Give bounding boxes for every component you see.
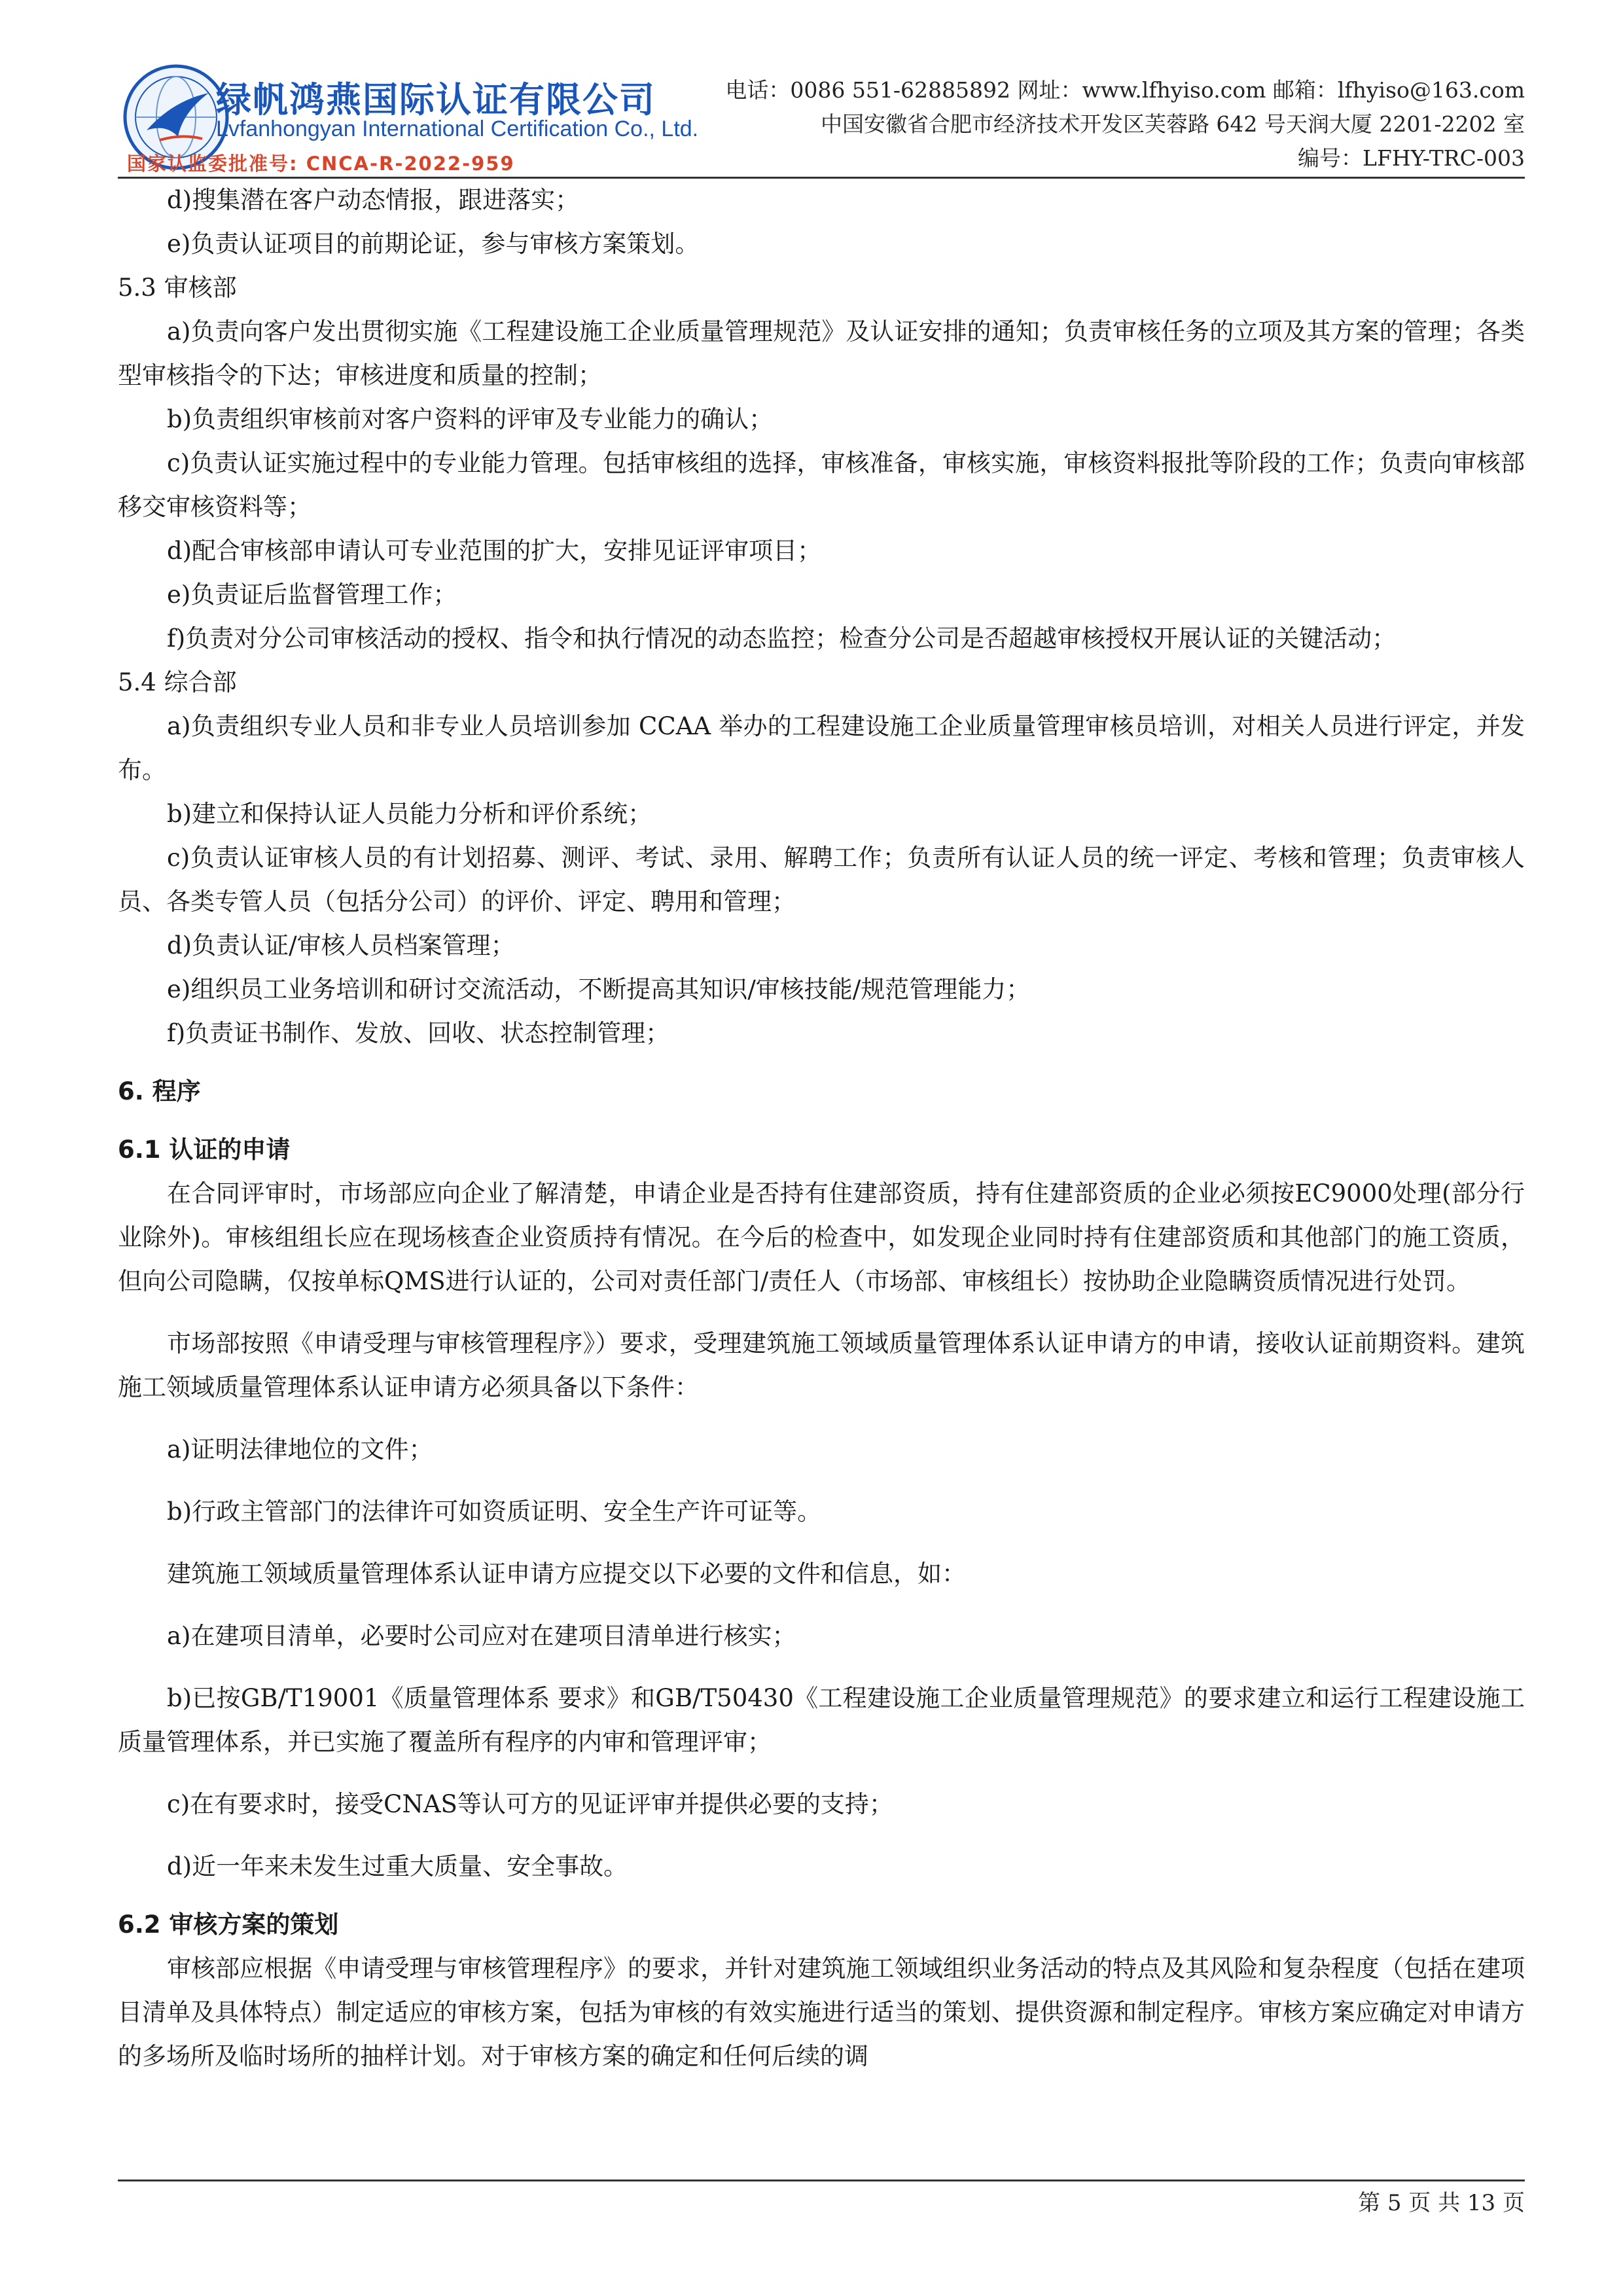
- s61-condition-a: a)证明法律地位的文件；: [167, 1435, 433, 1463]
- s53-item-e: e)负责证后监督管理工作；: [167, 581, 457, 609]
- s53-item-c: c)负责认证实施过程中的专业能力管理。包括审核组的选择，审核准备，审核实施，审核资料报批等阶段的工作；负责向审核部移交审核资料等；: [118, 449, 1525, 521]
- footer-divider: [118, 2179, 1525, 2181]
- s53-item-b: b)负责组织审核前对客户资料的评审及专业能力的确认；: [167, 405, 774, 433]
- s53-item-d: d)配合审核部申请认可专业范围的扩大，安排见证评审项目；: [167, 537, 822, 565]
- document-body: [118, 178, 1525, 2078]
- page-header: [118, 59, 1525, 180]
- s54-item-f: f)负责证书制作、发放、回收、状态控制管理；: [167, 1019, 670, 1047]
- s61-document-b: b)已按GB/T19001《质量管理体系 要求》和GB/T50430《工程建设施工企业质量管理规范》的要求建立和运行工程建设施工质量管理体系，并已实施了覆盖所有程序的内审和管理评审；: [118, 1684, 1525, 1756]
- s61-document-c: c)在有要求时，接受CNAS等认可方的见证评审并提供必要的支持；: [167, 1790, 893, 1818]
- section-6-1-title: 6.1 认证的申请: [118, 1136, 291, 1164]
- s54-item-d: d)负责认证/审核人员档案管理；: [167, 931, 515, 960]
- s61-paragraph-1: 在合同评审时，市场部应向企业了解清楚，申请企业是否持有住建部资质，持有住建部资质的企业必须按EC9000处理(部分行业除外)。审核组组长应在现场核查企业资质持有情况。在今后的检查中，如发现企业同时持有住建部资质和其他部门的施工资质，但向公司隐瞒，仅按单标QMS进行认证的，公司对责任部门/责任人（市场部、审核组长）按协助企业隐瞒资质情况进行处罚。: [118, 1179, 1525, 1295]
- s61-paragraph-3: 建筑施工领域质量管理体系认证申请方应提交以下必要的文件和信息，如：: [167, 1560, 966, 1588]
- document-number: 编号：LFHY-TRC-003: [1298, 145, 1525, 171]
- s54-item-a: a)负责组织专业人员和非专业人员培训参加 CCAA 举办的工程建设施工企业质量管理审核员培训，对相关人员进行评定，并发布。: [118, 712, 1525, 784]
- s61-document-d: d)近一年来未发生过重大质量、安全事故。: [167, 1852, 628, 1880]
- s62-paragraph-1: 审核部应根据《申请受理与审核管理程序》的要求，并针对建筑施工领域组织业务活动的特点及其风险和复杂程度（包括在建项目清单及具体特点）制定适应的审核方案，包括为审核的有效实施进行适当的策划、提供资源和制定程序。审核方案应确定对申请方的多场所及临时场所的抽样计划。对于审核方案的确定和任何后续的调: [118, 1954, 1525, 2070]
- s61-condition-b: b)行政主管部门的法律许可如资质证明、安全生产许可证等。: [167, 1498, 822, 1526]
- s54-item-c: c)负责认证审核人员的有计划招募、测评、考试、录用、解聘工作；负责所有认证人员的统一评定、考核和管理；负责审核人员、各类专管人员（包括分公司）的评价、评定、聘用和管理；: [118, 844, 1525, 916]
- contact-block: [725, 73, 1525, 175]
- section-6-2-title: 6.2 审核方案的策划: [118, 1910, 339, 1939]
- s61-document-a: a)在建项目清单，必要时公司应对在建项目清单进行核实；: [167, 1622, 796, 1650]
- s53-item-f: f)负责对分公司审核活动的授权、指令和执行情况的动态监控；检查分公司是否超越审核授权开展认证的关键活动；: [167, 624, 1397, 653]
- s54-item-b: b)建立和保持认证人员能力分析和评价系统；: [167, 800, 652, 828]
- address-line: 中国安徽省合肥市经济技术开发区芙蓉路 642 号天润大厦 2201-2202 室: [820, 111, 1525, 137]
- section-5-4-title: 5.4 综合部: [118, 668, 237, 696]
- s52-item-e: e)负责认证项目的前期论证，参与审核方案策划。: [167, 230, 700, 258]
- company-name-en: Lvfanhongyan International Certification Co., Ltd.: [216, 117, 699, 141]
- s61-paragraph-2: 市场部按照《申请受理与审核管理程序》）要求，受理建筑施工领域质量管理体系认证申请方的申请，接收认证前期资料。建筑施工领域质量管理体系认证申请方必须具备以下条件：: [118, 1329, 1525, 1401]
- s52-item-d: d)搜集潜在客户动态情报，跟进落实；: [167, 186, 580, 214]
- accreditation-number: 国家认监委批准号: CNCA-R-2022-959: [127, 152, 515, 175]
- company-name-cn: 绿帆鸿燕国际认证有限公司: [216, 79, 656, 120]
- s53-item-a: a)负责向客户发出贯彻实施《工程建设施工企业质量管理规范》及认证安排的通知；负责审核任务的立项及其方案的管理；各类型审核指令的下达；审核进度和质量的控制；: [118, 317, 1525, 389]
- section-6-title: 6. 程序: [118, 1077, 201, 1105]
- section-5-3-title: 5.3 审核部: [118, 274, 237, 302]
- page-number: 第 5 页 共 13 页: [1358, 2190, 1525, 2216]
- contact-line: 电话：0086 551-62885892 网址：www.lfhyiso.com 邮箱：lfhyiso@163.com: [725, 77, 1525, 103]
- s54-item-e: e)组织员工业务培训和研讨交流活动，不断提高其知识/审核技能/规范管理能力；: [167, 975, 1031, 1003]
